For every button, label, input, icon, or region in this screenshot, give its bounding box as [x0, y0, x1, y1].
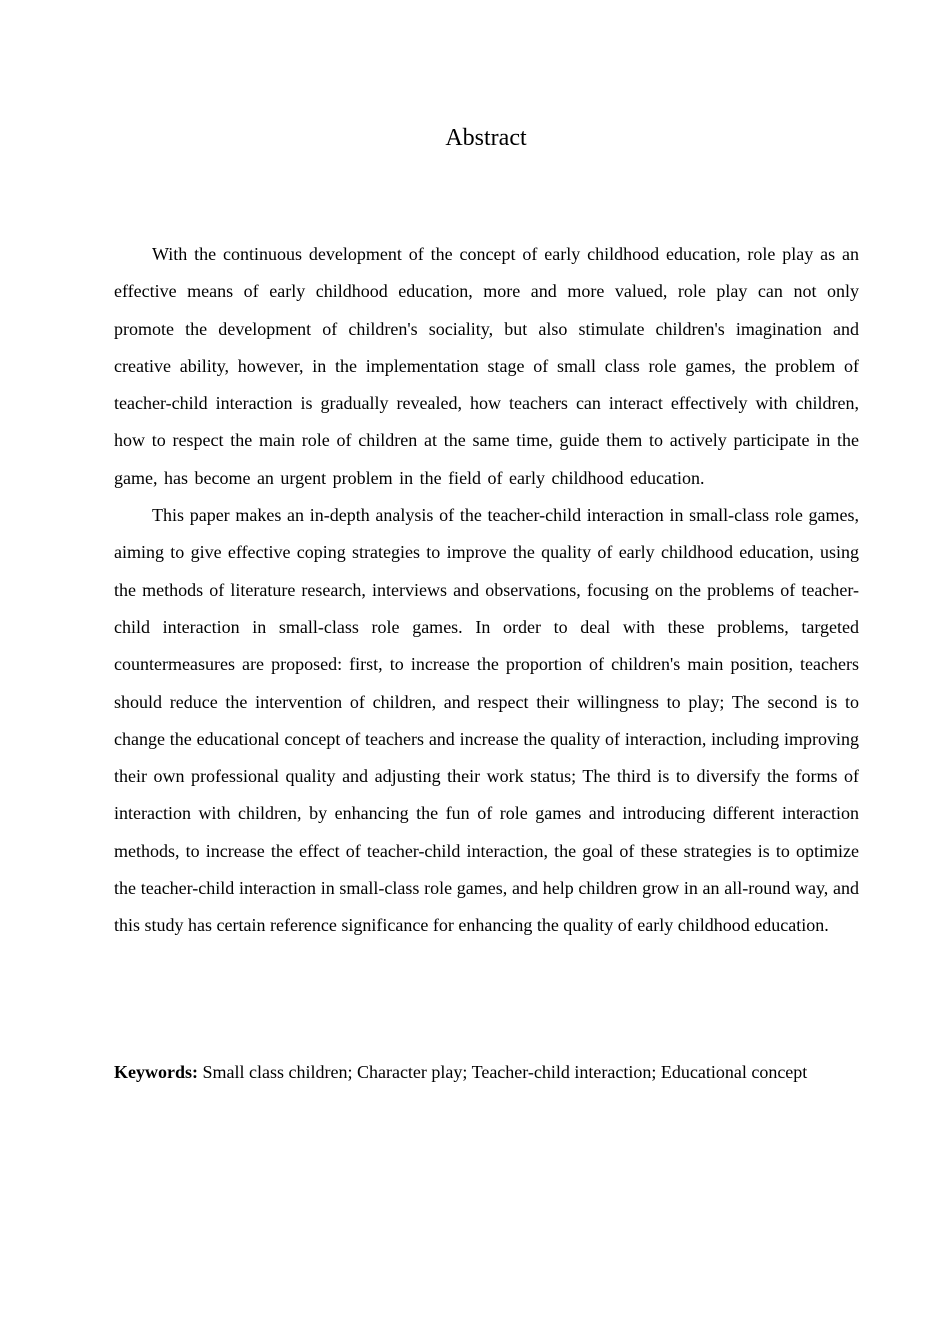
abstract-paragraph-1: With the continuous development of the concept of early childhood education, role play as an effective means of early childhood education, more and more valued, role play can not only promote the development of children's sociality, but also stimulate children's imagination and creative ability, however, in the implementation stage of small class role games, the problem of teacher-child interaction is gradually revealed, how teachers can interact effectively with children, how to respect the main role of children at the same time, guide them to actively participate in the game, has become an urgent problem in the field of early childhood education. [114, 244, 859, 488]
abstract-paragraph-2: This paper makes an in-depth analysis of the teacher-child interaction in small-class role games, aiming to give effective coping strategies to improve the quality of early childhood education, using the methods of literature research, interviews and observations, focusing on the problems of teacher-child interaction in small-class role games. In order to deal with these problems, targeted countermeasures are proposed: first, to increase the proportion of children's main position, teachers should reduce the intervention of children, and respect their willingness to play; The second is to change the educational concept of teachers and increase the quality of interaction, including improving their own professional quality and adjusting their work status; The third is to diversify the forms of interaction with children, by enhancing the fun of role games and introducing different interaction methods, to increase the effect of teacher-child interaction, the goal of these strategies is to optimize the teacher-child interaction in small-class role games, and help children grow in an all-round way, and this study has certain reference significance for enhancing the quality of early childhood education. [114, 505, 859, 936]
page-title: Abstract [445, 125, 527, 151]
abstract-body [114, 236, 859, 945]
keywords-line [114, 1054, 859, 1091]
keywords-text: Small class children; Character play; Teacher-child interaction; Educational concept [202, 1062, 808, 1082]
keywords-label: Keywords: [114, 1062, 198, 1082]
